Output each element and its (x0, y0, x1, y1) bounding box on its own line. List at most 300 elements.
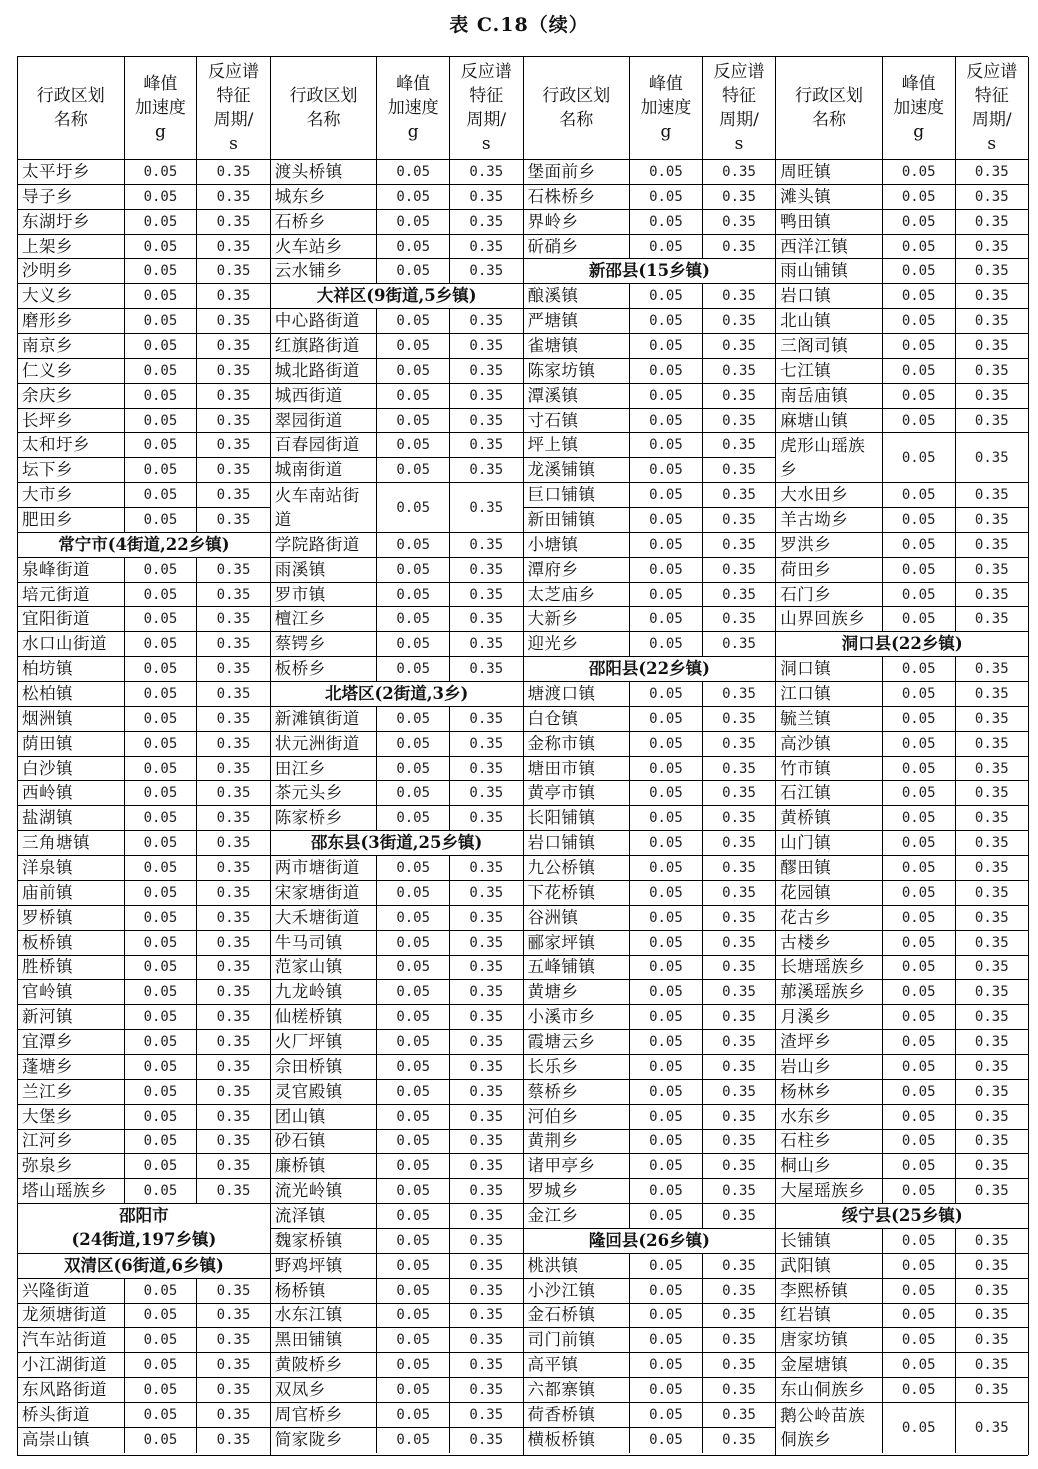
region-name: 武阳镇 (776, 1254, 883, 1278)
peak-acceleration: 0.05 (630, 1353, 703, 1377)
characteristic-period: 0.35 (974, 884, 1009, 901)
characteristic-period: 0.35 (469, 1257, 504, 1274)
table-row (271, 210, 523, 235)
section-label: 洞口县(22乡镇) (841, 634, 963, 654)
peak-acceleration: 0.05 (630, 533, 703, 557)
peak-acceleration: 0.05 (377, 1254, 450, 1278)
region-name: 周官桥乡 (271, 1403, 378, 1427)
table-row (524, 1005, 776, 1030)
region-name: 龙须塘街道 (18, 1304, 125, 1328)
characteristic-period: 0.35 (216, 1034, 251, 1050)
region-name: 汽车站街道 (18, 1328, 125, 1352)
section-label: 邵阳县(22乡镇) (588, 659, 710, 679)
region-name: 高平镇 (524, 1353, 631, 1377)
characteristic-period: 0.35 (216, 188, 251, 205)
section-header (18, 1204, 270, 1254)
region-name: 罗城乡 (524, 1179, 631, 1203)
region-name: 鹅公岭苗族侗族乡 (776, 1403, 883, 1453)
table-row (776, 682, 1028, 707)
table-row (271, 1403, 523, 1428)
table-row (18, 210, 270, 235)
region-name: 两市塘街道 (271, 856, 378, 880)
table-row (18, 1304, 270, 1329)
region-name: 雨山铺镇 (776, 259, 883, 283)
peak-acceleration: 0.05 (883, 210, 956, 234)
characteristic-period: 0.35 (974, 536, 1009, 553)
characteristic-period: 0.35 (722, 735, 756, 752)
region-name: 魏家桥镇 (271, 1229, 378, 1253)
region-name: 古楼乡 (776, 931, 883, 955)
characteristic-period: 0.35 (216, 735, 251, 752)
peak-acceleration: 0.05 (125, 259, 198, 283)
peak-acceleration: 0.05 (630, 185, 703, 209)
region-name: 流泽镇 (271, 1204, 378, 1228)
peak-acceleration: 0.05 (883, 1254, 956, 1278)
characteristic-period: 0.35 (216, 1282, 251, 1299)
peak-acceleration: 0.05 (630, 856, 703, 880)
characteristic-period: 0.35 (722, 462, 756, 479)
table-row (271, 1229, 523, 1254)
characteristic-period: 0.35 (722, 213, 756, 230)
characteristic-period: 0.35 (722, 188, 756, 205)
table-row (776, 1130, 1028, 1155)
characteristic-period: 0.35 (722, 313, 756, 330)
table-title: 表 C.18（续） (449, 14, 589, 36)
characteristic-period: 0.35 (974, 1232, 1009, 1249)
table-row (776, 1328, 1028, 1353)
region-name: 西岭镇 (18, 781, 125, 805)
table-row (271, 931, 523, 956)
table-row (776, 1279, 1028, 1304)
characteristic-period: 0.35 (974, 362, 1009, 379)
region-name: 太平圩乡 (18, 160, 125, 184)
region-name: 周旺镇 (776, 160, 883, 184)
region-name: 新滩镇街道 (271, 707, 378, 731)
table-row (524, 1055, 776, 1080)
peak-acceleration: 0.05 (630, 781, 703, 805)
table-row (271, 1154, 523, 1179)
peak-acceleration: 0.05 (125, 906, 198, 930)
region-name: 太和圩乡 (18, 433, 125, 457)
characteristic-period: 0.35 (974, 909, 1009, 926)
peak-acceleration: 0.05 (125, 433, 198, 457)
table-row (271, 1179, 523, 1204)
table-row (776, 1005, 1028, 1030)
peak-acceleration: 0.05 (630, 160, 703, 184)
peak-acceleration: 0.05 (883, 956, 956, 980)
table-row (524, 956, 776, 981)
characteristic-period: 0.35 (974, 1419, 1009, 1436)
table-row (524, 1378, 776, 1403)
table-row (776, 1254, 1028, 1279)
region-name: 翠园街道 (271, 409, 378, 433)
region-name: 龙溪铺镇 (524, 458, 631, 482)
region-name: 磨形乡 (18, 309, 125, 333)
header-name: 行政区划 名称 (271, 57, 378, 159)
characteristic-period: 0.35 (722, 1058, 756, 1075)
section-label: 常宁市(4街道,22乡镇) (58, 534, 230, 554)
table-row (776, 1179, 1028, 1204)
table-row (18, 956, 270, 981)
peak-acceleration: 0.05 (883, 309, 956, 333)
characteristic-period: 0.35 (722, 1432, 756, 1449)
peak-acceleration: 0.05 (377, 160, 450, 184)
region-name: 黄塘乡 (524, 980, 631, 1004)
region-name: 新田铺镇 (524, 508, 631, 532)
table-row (524, 831, 776, 856)
section-header (271, 284, 523, 309)
table-row (18, 508, 270, 533)
peak-acceleration: 0.05 (377, 458, 450, 482)
region-name: 板桥乡 (271, 657, 378, 681)
peak-acceleration: 0.05 (377, 757, 450, 781)
peak-acceleration: 0.05 (377, 1229, 450, 1253)
peak-acceleration: 0.05 (377, 1204, 450, 1228)
region-name: 唐家坊镇 (776, 1328, 883, 1352)
region-name: 长塘瑶族乡 (776, 956, 883, 980)
header-period: 反应谱 特征 周期/ s (966, 62, 1018, 154)
peak-acceleration: 0.05 (630, 359, 703, 383)
characteristic-period: 0.35 (469, 984, 504, 1001)
table-row (524, 1403, 776, 1428)
table-row (524, 508, 776, 533)
region-name: 砂石镇 (271, 1130, 378, 1154)
table-row (776, 409, 1028, 434)
peak-acceleration: 0.05 (125, 334, 198, 358)
peak-acceleration: 0.05 (125, 409, 198, 433)
peak-acceleration: 0.05 (125, 1080, 198, 1104)
region-name: 李熙桥镇 (776, 1279, 883, 1303)
table-row (18, 1403, 270, 1428)
region-name: 石江镇 (776, 781, 883, 805)
peak-acceleration: 0.05 (883, 1179, 956, 1203)
characteristic-period: 0.35 (974, 1307, 1009, 1324)
characteristic-period: 0.35 (469, 1382, 504, 1399)
characteristic-period: 0.35 (216, 437, 251, 454)
region-name: 状元洲街道 (271, 732, 378, 756)
peak-acceleration: 0.05 (377, 1378, 450, 1402)
peak-acceleration: 0.05 (883, 1403, 956, 1453)
peak-acceleration: 0.05 (630, 1105, 703, 1129)
characteristic-period: 0.35 (722, 1183, 756, 1200)
peak-acceleration: 0.05 (630, 1055, 703, 1079)
region-name: 石桥乡 (271, 210, 378, 234)
characteristic-period: 0.35 (974, 487, 1009, 504)
table-row (18, 160, 270, 185)
region-name: 城西街道 (271, 384, 378, 408)
region-name: 小溪市乡 (524, 1005, 631, 1029)
characteristic-period: 0.35 (722, 1034, 756, 1050)
characteristic-period: 0.35 (216, 1432, 251, 1449)
peak-acceleration: 0.05 (883, 235, 956, 259)
region-name: 桐山乡 (776, 1154, 883, 1178)
region-name: 仁义乡 (18, 359, 125, 383)
region-name: 花古乡 (776, 906, 883, 930)
table-header (271, 57, 523, 160)
peak-acceleration: 0.05 (883, 1055, 956, 1079)
table-row (776, 210, 1028, 235)
table-row (524, 757, 776, 782)
characteristic-period: 0.35 (216, 909, 251, 926)
peak-acceleration: 0.05 (630, 433, 703, 457)
table-row (776, 384, 1028, 409)
peak-acceleration: 0.05 (377, 433, 450, 457)
characteristic-period: 0.35 (469, 387, 504, 404)
peak-acceleration: 0.05 (377, 583, 450, 607)
table-row (271, 607, 523, 632)
region-name: 杨林乡 (776, 1080, 883, 1104)
peak-acceleration: 0.05 (883, 259, 956, 283)
region-name: 滩头镇 (776, 185, 883, 209)
section-label: 双清区(6街道,6乡镇) (63, 1255, 224, 1275)
peak-acceleration: 0.05 (630, 409, 703, 433)
peak-acceleration: 0.05 (377, 632, 450, 656)
characteristic-period: 0.35 (216, 1133, 251, 1150)
table-row (271, 980, 523, 1005)
peak-acceleration: 0.05 (125, 831, 198, 855)
region-name: 山门镇 (776, 831, 883, 855)
peak-acceleration: 0.05 (377, 334, 450, 358)
table-row (524, 1204, 776, 1229)
table-row (524, 1105, 776, 1130)
table-row (271, 707, 523, 732)
peak-acceleration: 0.05 (125, 210, 198, 234)
section-header (776, 632, 1028, 657)
peak-acceleration: 0.05 (883, 533, 956, 557)
table-row (524, 1254, 776, 1279)
table-row (271, 185, 523, 210)
table-row (271, 583, 523, 608)
characteristic-period: 0.35 (974, 213, 1009, 230)
table-row (524, 682, 776, 707)
region-name: 金屋塘镇 (776, 1353, 883, 1377)
region-name: 岩口镇 (776, 284, 883, 308)
table-row (271, 1130, 523, 1155)
region-name: 郦家坪镇 (524, 931, 631, 955)
table-row (776, 583, 1028, 608)
table-row (18, 980, 270, 1005)
table-row (776, 1080, 1028, 1105)
region-name: 宜潭乡 (18, 1030, 125, 1054)
peak-acceleration: 0.05 (630, 806, 703, 830)
table-row (524, 632, 776, 657)
region-name: 毓兰镇 (776, 707, 883, 731)
table-row (271, 533, 523, 558)
characteristic-period: 0.35 (722, 1282, 756, 1299)
peak-acceleration: 0.05 (630, 1030, 703, 1054)
table-row (18, 1055, 270, 1080)
peak-acceleration: 0.05 (883, 806, 956, 830)
region-name: 河伯乡 (524, 1105, 631, 1129)
region-name: 小江湖街道 (18, 1353, 125, 1377)
region-name: 佘田桥镇 (271, 1055, 378, 1079)
characteristic-period: 0.35 (974, 760, 1009, 777)
seismic-parameter-table (17, 56, 1028, 1456)
section-label: 北塔区(2街道,3乡) (324, 683, 469, 703)
characteristic-period: 0.35 (469, 1232, 504, 1249)
table-row (271, 657, 523, 682)
characteristic-period: 0.35 (974, 1108, 1009, 1125)
table-row (271, 956, 523, 981)
region-name: 大堡乡 (18, 1105, 125, 1129)
peak-acceleration: 0.05 (125, 657, 198, 681)
characteristic-period: 0.35 (974, 859, 1009, 876)
table-row (271, 359, 523, 384)
region-name: 檀江乡 (271, 607, 378, 631)
region-name: 渡头桥镇 (271, 160, 378, 184)
region-name: 白沙镇 (18, 757, 125, 781)
characteristic-period: 0.35 (216, 561, 251, 578)
characteristic-period: 0.35 (722, 586, 756, 603)
characteristic-period: 0.35 (469, 1058, 504, 1075)
table-row (271, 1030, 523, 1055)
peak-acceleration: 0.05 (125, 1105, 198, 1129)
peak-acceleration: 0.05 (883, 359, 956, 383)
characteristic-period: 0.35 (469, 1332, 504, 1349)
characteristic-period: 0.35 (216, 362, 251, 379)
region-name: 界岭乡 (524, 210, 631, 234)
region-name: 九公桥镇 (524, 856, 631, 880)
region-name: 大禾塘街道 (271, 906, 378, 930)
region-name: 新河镇 (18, 1005, 125, 1029)
region-name: 雀塘镇 (524, 334, 631, 358)
table-row (524, 210, 776, 235)
peak-acceleration: 0.05 (125, 309, 198, 333)
characteristic-period: 0.35 (722, 1406, 756, 1423)
peak-acceleration: 0.05 (883, 1353, 956, 1377)
header-pga: 峰值 加速度 g (377, 57, 450, 159)
region-name: 南京乡 (18, 334, 125, 358)
section-header (18, 1254, 270, 1279)
characteristic-period: 0.35 (974, 1083, 1009, 1100)
region-name: 麻塘山镇 (776, 409, 883, 433)
table-row (776, 1105, 1028, 1130)
peak-acceleration: 0.05 (630, 508, 703, 532)
region-name: 花园镇 (776, 881, 883, 905)
table-row (18, 1030, 270, 1055)
characteristic-period: 0.35 (469, 1208, 504, 1225)
characteristic-period: 0.35 (216, 661, 251, 678)
region-name: 荷香桥镇 (524, 1403, 631, 1427)
characteristic-period: 0.35 (469, 188, 504, 205)
region-name: 迎光乡 (524, 632, 631, 656)
table-row (524, 160, 776, 185)
characteristic-period: 0.35 (469, 213, 504, 230)
table-row (18, 1378, 270, 1403)
characteristic-period: 0.35 (722, 412, 756, 429)
peak-acceleration: 0.05 (125, 1179, 198, 1203)
region-name: 荷田乡 (776, 558, 883, 582)
table-row (776, 1030, 1028, 1055)
peak-acceleration: 0.05 (125, 1055, 198, 1079)
region-name: 大屋瑶族乡 (776, 1179, 883, 1203)
region-name: 百春园街道 (271, 433, 378, 457)
characteristic-period: 0.35 (469, 1183, 504, 1200)
table-row (271, 856, 523, 881)
peak-acceleration: 0.05 (377, 906, 450, 930)
characteristic-period: 0.35 (216, 487, 251, 504)
region-name: 酿溪镇 (524, 284, 631, 308)
table-row (776, 533, 1028, 558)
region-name: 范家山镇 (271, 956, 378, 980)
peak-acceleration: 0.05 (377, 558, 450, 582)
table-row (524, 707, 776, 732)
table-row (271, 309, 523, 334)
peak-acceleration: 0.05 (377, 1428, 450, 1453)
table-row (524, 309, 776, 334)
region-name: 西洋江镇 (776, 235, 883, 259)
peak-acceleration: 0.05 (125, 1328, 198, 1352)
table-row (776, 806, 1028, 831)
section-header (776, 1204, 1028, 1229)
region-name: 城南街道 (271, 458, 378, 482)
characteristic-period: 0.35 (216, 263, 251, 280)
characteristic-period: 0.35 (722, 1382, 756, 1399)
region-name: 白仓镇 (524, 707, 631, 731)
table-row (18, 1154, 270, 1179)
characteristic-period: 0.35 (722, 636, 756, 653)
table-row (18, 1428, 270, 1453)
characteristic-period: 0.35 (974, 1133, 1009, 1150)
table-row (524, 1080, 776, 1105)
region-name: 学院路街道 (271, 533, 378, 557)
table-row (776, 906, 1028, 931)
table-row (18, 384, 270, 409)
region-name: 寸石镇 (524, 409, 631, 433)
peak-acceleration: 0.05 (883, 781, 956, 805)
peak-acceleration: 0.05 (377, 1304, 450, 1328)
region-name: 陈家坊镇 (524, 359, 631, 383)
table-row (271, 1080, 523, 1105)
table-row (18, 1353, 270, 1378)
region-name: 岩口铺镇 (524, 831, 631, 855)
peak-acceleration: 0.05 (883, 856, 956, 880)
characteristic-period: 0.35 (974, 561, 1009, 578)
peak-acceleration: 0.05 (883, 1279, 956, 1303)
peak-acceleration: 0.05 (125, 1353, 198, 1377)
peak-acceleration: 0.05 (630, 1279, 703, 1303)
peak-acceleration: 0.05 (630, 707, 703, 731)
peak-acceleration: 0.05 (125, 1428, 198, 1453)
region-name: 罗洪乡 (776, 533, 883, 557)
region-name: 洋泉镇 (18, 856, 125, 880)
characteristic-period: 0.35 (722, 959, 756, 976)
characteristic-period: 0.35 (722, 1257, 756, 1274)
region-name: 下花桥镇 (524, 881, 631, 905)
characteristic-period: 0.35 (974, 1282, 1009, 1299)
peak-acceleration: 0.05 (125, 1130, 198, 1154)
peak-acceleration: 0.05 (630, 458, 703, 482)
peak-acceleration: 0.05 (377, 1154, 450, 1178)
characteristic-period: 0.35 (974, 449, 1009, 466)
characteristic-period: 0.35 (216, 1108, 251, 1125)
table-row (271, 632, 523, 657)
characteristic-period: 0.35 (722, 785, 756, 802)
peak-acceleration: 0.05 (125, 1403, 198, 1427)
peak-acceleration: 0.05 (883, 980, 956, 1004)
table-row (18, 757, 270, 782)
peak-acceleration: 0.05 (125, 458, 198, 482)
table-row (271, 1204, 523, 1229)
characteristic-period: 0.35 (469, 909, 504, 926)
table-row (271, 409, 523, 434)
characteristic-period: 0.35 (974, 511, 1009, 528)
characteristic-period: 0.35 (469, 1083, 504, 1100)
characteristic-period: 0.35 (216, 412, 251, 429)
region-name: 北山镇 (776, 309, 883, 333)
characteristic-period: 0.35 (216, 238, 251, 255)
table-row (776, 607, 1028, 632)
